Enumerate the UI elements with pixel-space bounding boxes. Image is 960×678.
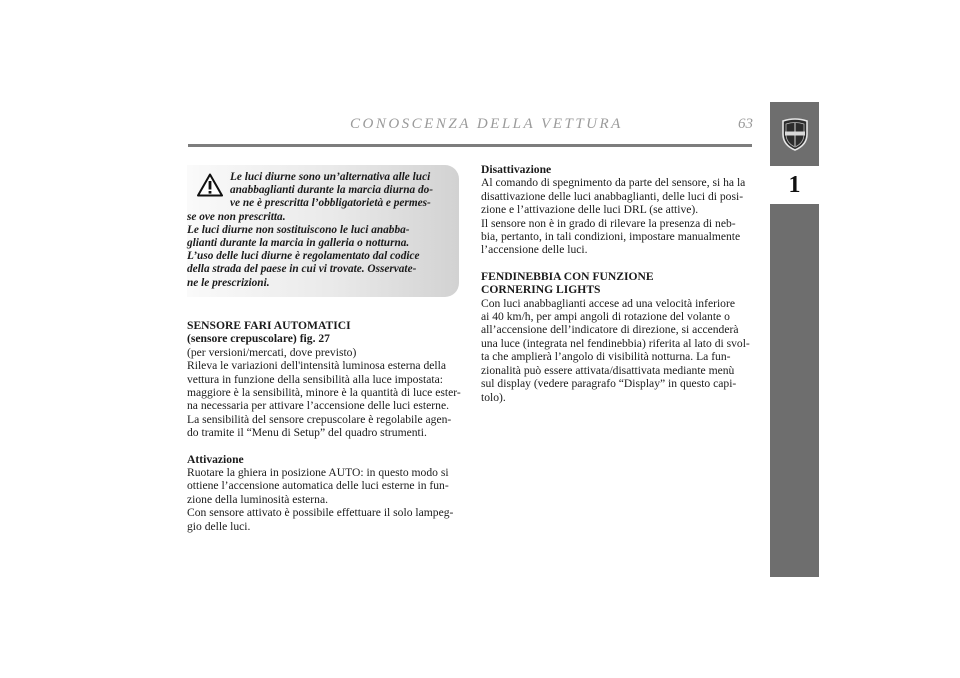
chapter-side-tab bbox=[770, 102, 819, 577]
body-line: una luce (integrata nel fendinebbia) riferita al lato di svol- bbox=[481, 336, 750, 350]
section-heading: SENSORE FARI AUTOMATICI bbox=[187, 319, 351, 332]
body-line: zionalità può essere attivata/disattivata mediante menù bbox=[481, 363, 735, 377]
warning-line: ve ne è prescritta l’obbligatorietà e permes- bbox=[230, 197, 431, 210]
body-line: Con luci anabbaglianti accese ad una velocità inferiore bbox=[481, 296, 735, 310]
subheading: Attivazione bbox=[187, 452, 244, 466]
body-line: tolo). bbox=[481, 390, 506, 404]
page-number: 63 bbox=[738, 116, 753, 132]
body-line: ottiene l’accensione automatica delle luci esterne in fun- bbox=[187, 479, 449, 493]
subheading: Disattivazione bbox=[481, 163, 552, 176]
warning-text bbox=[187, 171, 453, 290]
warning-line: ne le prescrizioni. bbox=[187, 276, 270, 289]
availability-note: (per versioni/mercati, dove previsto) bbox=[187, 345, 357, 359]
body-line: disattivazione delle luci anabbaglianti, delle luci di posi- bbox=[481, 189, 744, 203]
body-line: l’accensione delle luci. bbox=[481, 243, 588, 257]
body-line: gio delle luci. bbox=[187, 519, 251, 533]
body-line: zione e l’attivazione delle luci DRL (se attive). bbox=[481, 203, 699, 217]
paragraph-gap bbox=[481, 257, 756, 270]
body-line: La sensibilità del sensore crepuscolare è regolabile agen- bbox=[187, 412, 452, 426]
body-line: bia, pertanto, in tali condizioni, impostare manualmente bbox=[481, 230, 741, 244]
warning-line: L’uso delle luci diurne è regolamentato dal codice bbox=[187, 250, 420, 263]
paragraph-gap bbox=[187, 440, 462, 453]
right-column bbox=[481, 163, 756, 404]
body-line: Al comando di spegnimento da parte del sensore, si ha la bbox=[481, 176, 746, 190]
lancia-shield-icon bbox=[770, 102, 819, 166]
body-line: Ruotare la ghiera in posizione AUTO: in questo modo si bbox=[187, 466, 449, 480]
warning-line: Le luci diurne sono un’alternativa alle luci bbox=[230, 171, 431, 183]
body-line: zione della luminosità esterna. bbox=[187, 492, 329, 506]
body-line: na necessaria per attivare l’accensione delle luci esterne. bbox=[187, 399, 450, 413]
warning-line: glianti durante la marcia in galleria o notturna. bbox=[187, 237, 410, 250]
body-line: maggiore è la sensibilità, minore è la quantità di luce ester- bbox=[187, 386, 461, 400]
body-line: Il sensore non è in grado di rilevare la presenza di neb- bbox=[481, 216, 736, 230]
left-column bbox=[187, 319, 462, 533]
body-line: do tramite il “Menu di Setup” del quadro strumenti. bbox=[187, 426, 427, 440]
warning-box bbox=[187, 165, 459, 297]
body-line: ta che amplierà l’angolo di visibilità notturna. La fun- bbox=[481, 350, 731, 364]
warning-line: se ove non prescritta. bbox=[187, 210, 286, 223]
warning-line: anabbaglianti durante la marcia diurna do- bbox=[230, 184, 434, 197]
section-heading-sub: CORNERING LIGHTS bbox=[481, 283, 601, 297]
warning-line: Le luci diurne non sostituiscono le luci anabba- bbox=[187, 223, 410, 236]
warning-line: della strada del paese in cui vi trovate. Osservate- bbox=[187, 263, 417, 276]
section-heading: FENDINEBBIA CON FUNZIONE bbox=[481, 269, 654, 283]
chapter-number: 1 bbox=[770, 166, 819, 204]
body-line: sul display (vedere paragrafo “Display” in questo capi- bbox=[481, 377, 737, 391]
section-heading-sub: (sensore crepuscolare) fig. 27 bbox=[187, 332, 330, 346]
body-line: vettura in funzione della sensibilità alla luce impostata: bbox=[187, 372, 443, 386]
body-line: Rileva le variazioni dell'intensità luminosa esterna della bbox=[187, 359, 446, 373]
header-rule bbox=[188, 144, 752, 147]
body-line: ai 40 km/h, per ampi angoli di rotazione del volante o bbox=[481, 310, 730, 324]
body-line: Con sensore attivato è possibile effettuare il solo lampeg- bbox=[187, 506, 454, 520]
body-line: all’accensione dell’indicatore di direzione, si accenderà bbox=[481, 323, 739, 337]
header-title: CONOSCENZA DELLA VETTURA bbox=[350, 116, 623, 132]
